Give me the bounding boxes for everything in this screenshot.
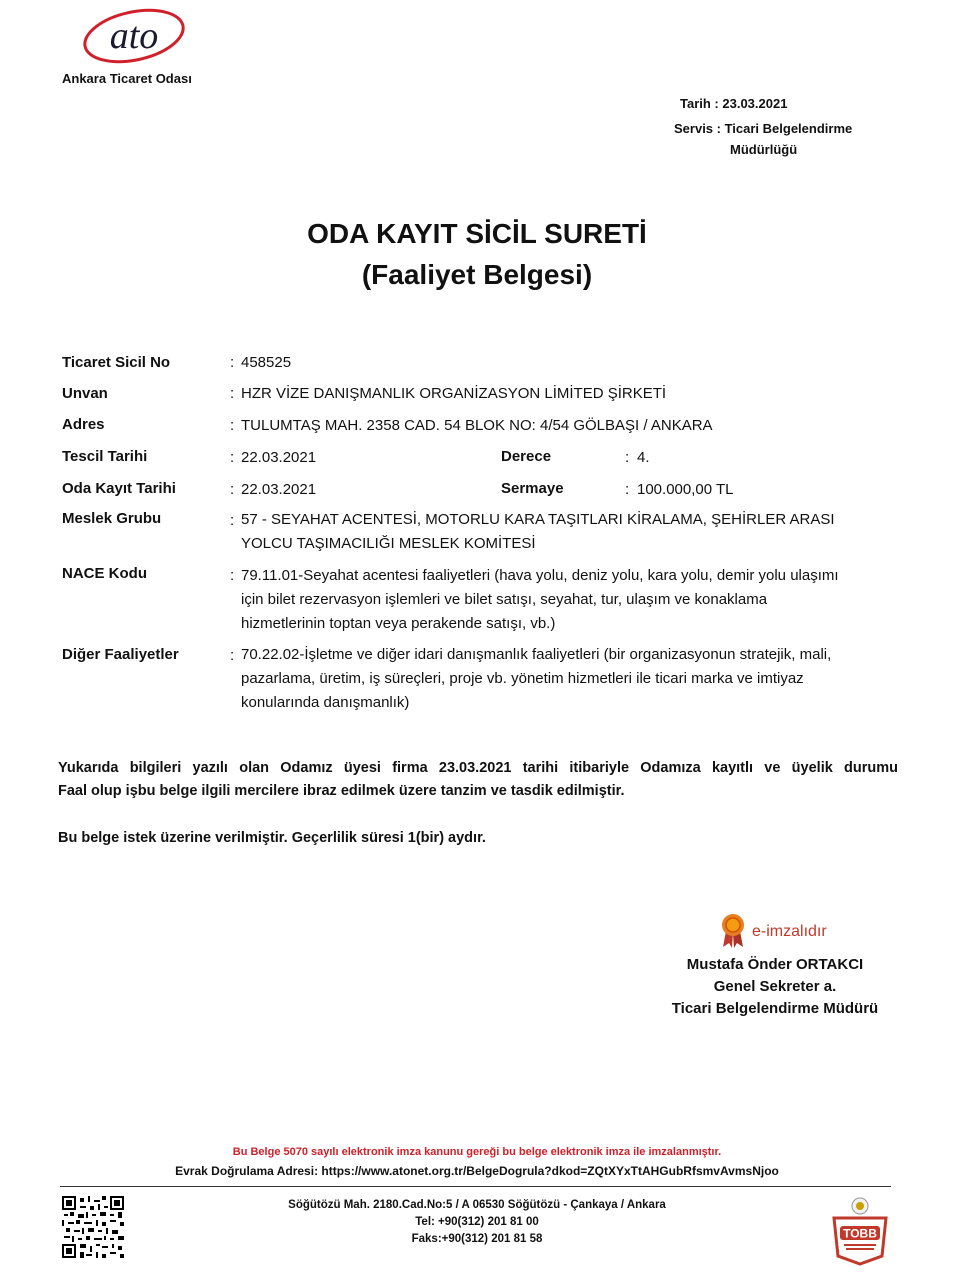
colon: :: [625, 481, 630, 498]
e-signature-label: e-imzalıdır: [752, 923, 827, 940]
colon: :: [230, 512, 235, 529]
document-title: ODA KAYIT SİCİL SURETİ: [307, 218, 647, 249]
service-line-2: Müdürlüğü: [730, 142, 798, 157]
adres-value: TULUMTAŞ MAH. 2358 CAD. 54 BLOK NO: 4/54 GÖLBAŞI / ANKARA: [241, 417, 713, 434]
sicil-no-value: 458525: [241, 354, 292, 371]
service-line: Servis : Ticari Belgelendirme: [674, 121, 853, 136]
sermaye-label: Sermaye: [501, 480, 564, 497]
body-paragraph-line-2: Faal olup işbu belge ilgili mercilere ibraz edilmek üzere tanzim ve tasdik edilmiştir.: [58, 783, 625, 799]
document-subtitle: (Faaliyet Belgesi): [361, 259, 593, 290]
ato-logo: [78, 6, 190, 68]
colon: :: [230, 567, 235, 584]
derece-label: Derece: [501, 448, 552, 465]
org-name: Ankara Ticaret Odası: [62, 71, 192, 86]
e-signature-seal-icon: [720, 913, 746, 949]
nace-label: NACE Kodu: [62, 565, 147, 582]
unvan-label: Unvan: [62, 385, 108, 402]
oda-kayit-label: Oda Kayıt Tarihi: [62, 480, 176, 497]
meslek-label: Meslek Grubu: [62, 510, 162, 527]
adres-label: Adres: [62, 416, 105, 433]
colon: :: [230, 354, 235, 371]
colon: :: [230, 449, 235, 466]
footer-divider: [60, 1186, 891, 1187]
diger-label: Diğer Faaliyetler: [62, 646, 179, 663]
logo-text: ato: [109, 15, 159, 57]
colon: :: [625, 449, 630, 466]
nace-line-2: için bilet rezervasyon işlemleri ve bilet satışı, seyahat, tur, ulaşım ve konaklama: [241, 591, 768, 608]
org-phone: Tel: +90(312) 201 81 00: [415, 1216, 539, 1228]
colon: :: [230, 481, 235, 498]
colon: :: [230, 647, 235, 664]
tobb-text: TOBB: [843, 1226, 877, 1241]
unvan-value: HZR VİZE DANIŞMANLIK ORGANİZASYON LİMİTED ŞİRKETİ: [241, 385, 667, 402]
diger-line-1: 70.22.02-İşletme ve diğer idari danışmanlık faaliyetleri (bir organizasyonun stratejik, mali,: [241, 646, 832, 663]
sicil-no-label: Ticaret Sicil No: [62, 354, 171, 371]
colon: :: [230, 385, 235, 402]
law-notice: Bu Belge 5070 sayılı elektronik imza kanunu gereği bu belge elektronik imza ile imzalanmıştır.: [232, 1146, 722, 1158]
tescil-value: 22.03.2021: [241, 449, 317, 466]
sermaye-value: 100.000,00 TL: [637, 481, 734, 498]
tescil-label: Tescil Tarihi: [62, 448, 148, 465]
nace-line-1: 79.11.01-Seyahat acentesi faaliyetleri (hava yolu, deniz yolu, kara yolu, demir yolu ulaşımı: [241, 567, 839, 584]
nace-line-3: hizmetlerinin toptan veya perakende satışı, vb.): [241, 615, 556, 632]
org-address: Söğütözü Mah. 2180.Cad.No:5 / A 06530 Söğütözü - Çankaya / Ankara: [288, 1199, 666, 1211]
org-fax: Faks:+90(312) 201 81 58: [411, 1233, 543, 1245]
signer-name: Mustafa Önder ORTAKCI: [686, 956, 864, 973]
verification-address: Evrak Doğrulama Adresi: https://www.atonet.org.tr/BelgeDogrula?dkod=ZQtXYxTtAHGubRfsmvAvmsNjoo: [175, 1164, 779, 1178]
meslek-line-1: 57 - SEYAHAT ACENTESİ, MOTORLU KARA TAŞITLARI KİRALAMA, ŞEHİRLER ARASI: [241, 511, 835, 528]
date-line: Tarih : 23.03.2021: [680, 96, 788, 111]
signer-title-1: Genel Sekreter a.: [713, 978, 837, 995]
diger-line-2: pazarlama, üretim, iş süreçleri, proje vb. yönetim hizmetleri ile ticari marka ve imtiyaz: [241, 670, 804, 687]
oda-kayit-value: 22.03.2021: [241, 481, 317, 498]
derece-value: 4.: [637, 449, 650, 466]
tobb-accreditation-logo: [826, 1196, 894, 1266]
validity-paragraph: Bu belge istek üzerine verilmiştir. Geçerlilik süresi 1(bir) aydır.: [58, 830, 486, 846]
colon: :: [230, 417, 235, 434]
meslek-line-2: YOLCU TAŞIMACILIĞI MESLEK KOMİTESİ: [241, 535, 536, 552]
signer-title-2: Ticari Belgelendirme Müdürü: [671, 1000, 879, 1017]
body-paragraph-line-1: Yukarıda bilgileri yazılı olan Odamız üyesi firma 23.03.2021 tarihi itibariyle Odamıza kayıtlı ve üyelik durumu: [58, 760, 898, 776]
diger-line-3: konularında danışmanlık): [241, 694, 410, 711]
